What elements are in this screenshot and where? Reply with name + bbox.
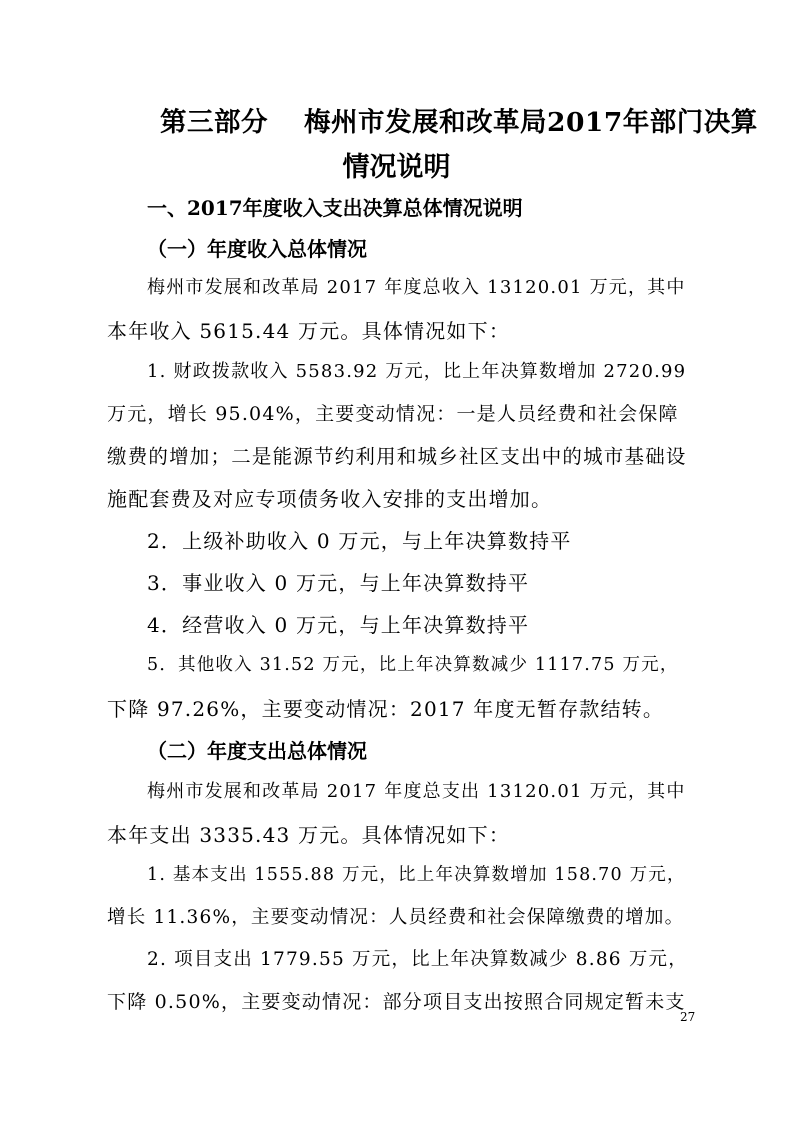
income-heading: （一）年度收入总体情况 [147,237,367,261]
page-number: 27 [680,1010,696,1024]
title-main: 梅州市发展和改革局2017年部门决算 [304,107,758,138]
section-heading: 一、2017年度收入支出决算总体情况说明 [147,196,523,220]
paragraph-line: 1. 基本支出 1555.88 万元，比上年决算数增加 158.70 万元， [147,865,686,885]
paragraph-line: 2. 项目支出 1779.55 万元，比上年决算数减少 8.86 万元， [147,949,688,970]
paragraph-line: 本年支出 3335.43 万元。具体情况如下： [107,823,511,847]
paragraph-line: 4．经营收入 0 万元，与上年决算数持平 [147,613,530,637]
paragraph-line: 下降 97.26%，主要变动情况：2017 年度无暂存款结转。 [107,697,665,721]
expense-heading: （二）年度支出总体情况 [147,739,367,763]
paragraph-line: 5．其他收入 31.52 万元，比上年决算数减少 1117.75 万元， [147,655,679,675]
document-title [160,100,758,139]
paragraph-line: 本年收入 5615.44 万元。具体情况如下： [107,319,511,343]
document-title-line2: 情况说明 [342,152,451,183]
paragraph-line: 2．上级补助收入 0 万元，与上年决算数持平 [147,529,572,553]
title-part: 第三部分 [160,107,268,138]
paragraph-line: 万元，增长 95.04%，主要变动情况：一是人员经费和社会保障 [107,403,679,425]
paragraph-line: 1. 财政拨款收入 5583.92 万元，比上年决算数增加 2720.99 [147,361,687,382]
paragraph-line: 缴费的增加；二是能源节约利用和城乡社区支出中的城市基础设 [107,445,687,468]
paragraph-line: 增长 11.36%，主要变动情况：人员经费和社会保障缴费的增加。 [107,907,685,928]
paragraph-line: 下降 0.50%，主要变动情况：部分项目支出按照合同规定暂未支 [107,991,686,1013]
paragraph-line: 3．事业收入 0 万元，与上年决算数持平 [147,571,530,595]
paragraph-line: 梅州市发展和改革局 2017 年度总收入 13120.01 万元，其中 [147,277,686,298]
paragraph-line: 施配套费及对应专项债务收入安排的支出增加。 [107,487,553,511]
paragraph-line: 梅州市发展和改革局 2017 年度总支出 13120.01 万元，其中 [147,781,686,802]
